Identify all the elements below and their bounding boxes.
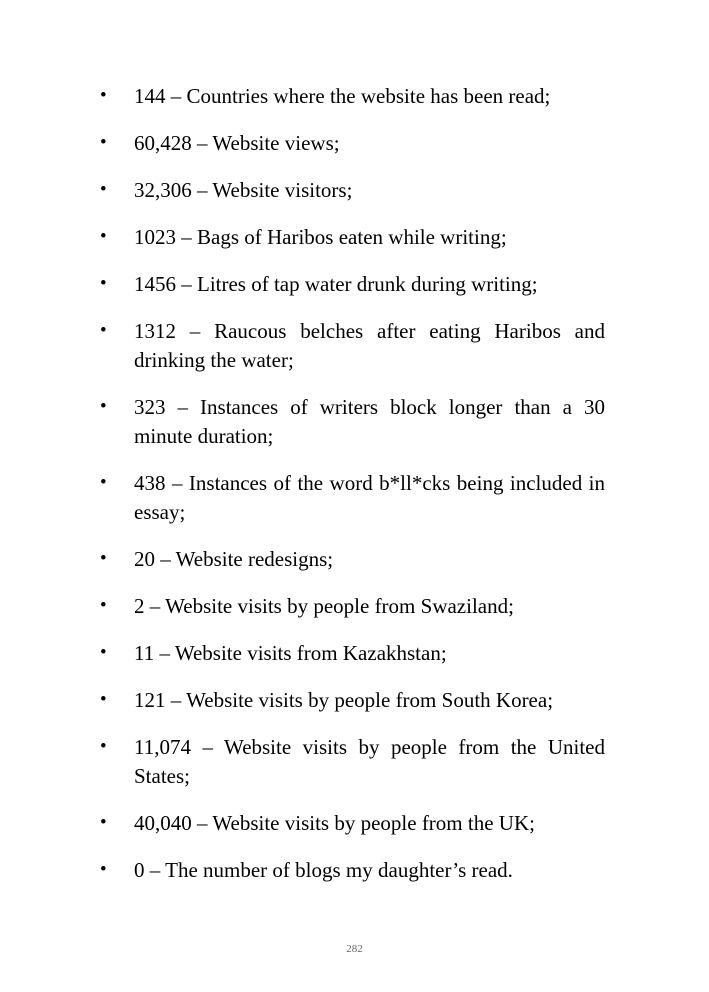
bullet-icon: • bbox=[100, 595, 107, 616]
page-number: 282 bbox=[346, 943, 363, 955]
list-item bbox=[100, 809, 605, 838]
list-item bbox=[100, 223, 605, 252]
list-item bbox=[100, 393, 605, 451]
bullet-icon: • bbox=[100, 689, 107, 710]
list-item-text: 11,074 – Website visits by people from the United States; bbox=[134, 735, 605, 788]
bullet-icon: • bbox=[100, 273, 107, 294]
bullet-icon: • bbox=[100, 132, 107, 153]
bullet-icon: • bbox=[100, 472, 107, 493]
list-item bbox=[100, 545, 605, 574]
list-item-text: 0 – The number of blogs my daughter’s read. bbox=[134, 858, 513, 882]
list-item-text: 60,428 – Website views; bbox=[134, 131, 340, 155]
list-item bbox=[100, 856, 605, 885]
bullet-icon: • bbox=[100, 226, 107, 247]
bullet-icon: • bbox=[100, 736, 107, 757]
list-item-text: 1456 – Litres of tap water drunk during writing; bbox=[134, 272, 538, 296]
bullet-icon: • bbox=[100, 320, 107, 341]
list-item-text: 438 – Instances of the word b*ll*cks being included in essay; bbox=[134, 471, 605, 524]
bullet-icon: • bbox=[100, 812, 107, 833]
bullet-icon: • bbox=[100, 179, 107, 200]
list-item-text: 20 – Website redesigns; bbox=[134, 547, 334, 571]
bullet-icon: • bbox=[100, 396, 107, 417]
bullet-icon: • bbox=[100, 548, 107, 569]
list-item-text: 121 – Website visits by people from South Korea; bbox=[134, 688, 554, 712]
bullet-icon: • bbox=[100, 85, 107, 106]
list-item-text: 11 – Website visits from Kazakhstan; bbox=[134, 641, 447, 665]
list-item bbox=[100, 317, 605, 375]
list-item-text: 144 – Countries where the website has been read; bbox=[134, 84, 551, 108]
bullet-icon: • bbox=[100, 642, 107, 663]
list-item-text: 2 – Website visits by people from Swaziland; bbox=[134, 594, 514, 618]
list-item-text: 323 – Instances of writers block longer than a 30 minute duration; bbox=[134, 395, 605, 448]
list-item bbox=[100, 82, 605, 111]
list-item bbox=[100, 176, 605, 205]
list-item bbox=[100, 686, 605, 715]
list-item-text: 32,306 – Website visitors; bbox=[134, 178, 353, 202]
list-item-text: 1312 – Raucous belches after eating Haribos and drinking the water; bbox=[134, 319, 605, 372]
list-item bbox=[100, 733, 605, 791]
list-item bbox=[100, 592, 605, 621]
list-item bbox=[100, 639, 605, 668]
list-item-text: 40,040 – Website visits by people from the UK; bbox=[134, 811, 535, 835]
statistics-bullet-list bbox=[100, 82, 605, 903]
list-item bbox=[100, 469, 605, 527]
list-item bbox=[100, 270, 605, 299]
list-item-text: 1023 – Bags of Haribos eaten while writing; bbox=[134, 225, 507, 249]
list-item bbox=[100, 129, 605, 158]
bullet-icon: • bbox=[100, 859, 107, 880]
